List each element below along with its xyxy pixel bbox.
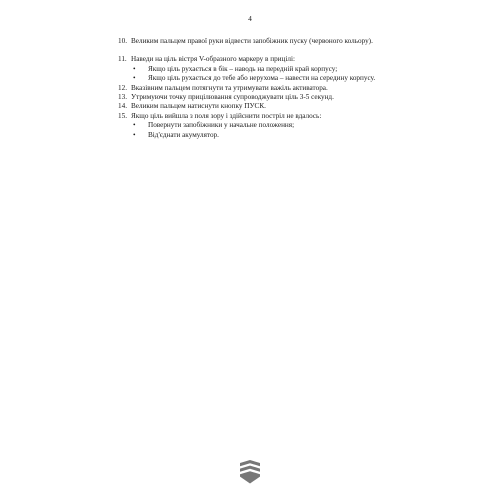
item-text: Якщо ціль вийшла з поля зору і здійснити постріл не вдалось: [131, 111, 322, 120]
page-number: 4 [248, 14, 252, 23]
list-item [118, 102, 398, 111]
item-number: 10. [118, 37, 127, 45]
item-text: Наведи на ціль вістря V-образного маркеру в прицілі: [131, 55, 295, 64]
sub-list-item: • Якщо ціль рухається до тебе або нерухома – навести на середину корпусу. [131, 74, 398, 83]
sub-list-item: • Від'єднати акумулятор. [131, 131, 398, 140]
item-number: 12. [118, 83, 127, 92]
item-number: 15. [118, 111, 127, 120]
item-text: Вказівним пальцем потягнути та утримувати важіль активатора. [131, 83, 328, 92]
chevron-shield-emblem-icon [239, 460, 261, 484]
item-number: 13. [118, 93, 127, 102]
instruction-list [118, 37, 398, 140]
sub-list-item: • Якщо ціль рухається в бік – наводь на передній край корпусу; [131, 65, 398, 74]
list-item [118, 84, 398, 93]
list-item [118, 93, 398, 102]
list-item [118, 55, 398, 83]
list-item [118, 112, 398, 140]
item-number: 11. [118, 55, 127, 64]
item-text: Великим пальцем правої руки відвести запобіжник пуску (червоного кольору). [131, 37, 373, 45]
sub-list-item: • Повернути запобіжники у начальне положення; [131, 121, 398, 130]
item-number: 14. [118, 102, 127, 111]
list-item [118, 37, 398, 46]
item-text: Утримуючи точку прицілювання супроводжувати ціль 3-5 секунд. [131, 93, 334, 102]
item-text: Великим пальцем натиснути кнопку ПУСК. [131, 102, 266, 111]
sub-list [131, 65, 398, 84]
sub-list [131, 121, 398, 140]
